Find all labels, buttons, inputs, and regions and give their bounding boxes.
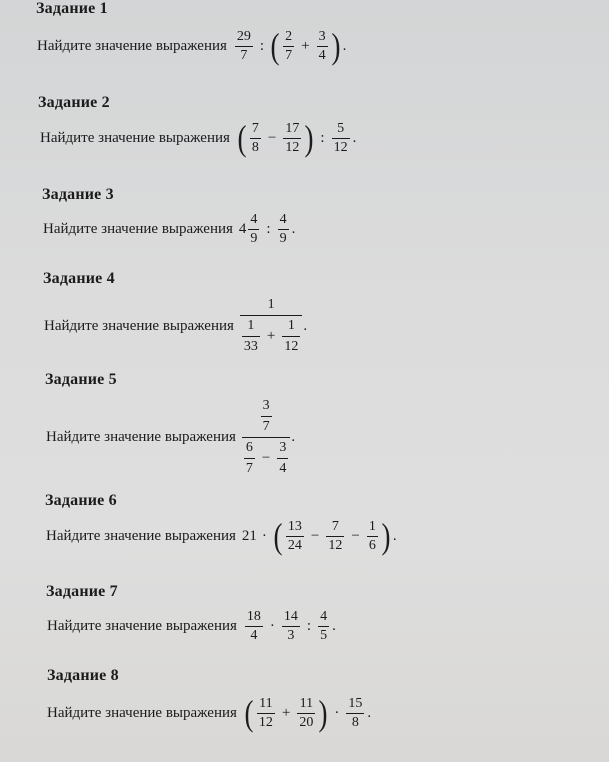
denominator: 3 [287,628,295,643]
end-dot: . [352,129,357,146]
fraction [261,398,272,435]
left-paren: ( [244,693,254,733]
numerator: 4 [279,212,287,227]
denominator: 33 [243,339,258,354]
left-paren: ( [237,118,247,158]
task-6-heading: Задание 6 [45,492,117,509]
right-paren: ) [304,118,314,158]
numerator: 1 [287,318,295,333]
task-1-expression-line [37,28,346,64]
task-8-expression-line [47,695,371,731]
numerator: 4 [320,609,328,624]
left-paren: ( [270,26,280,66]
denominator: 6 [368,537,376,553]
denominator: 8 [251,139,259,155]
end-dot: . [332,618,336,634]
denominator: 7 [240,47,248,63]
denominator: 12 [285,139,300,155]
denominator: 12 [333,139,348,155]
task-prompt: Найдите значение выражения [44,317,234,334]
denominator: 20 [299,714,314,730]
denominator: 8 [351,714,359,730]
task-1-heading: Задание 1 [36,0,108,17]
end-dot: . [367,704,372,721]
denominator: 4 [279,461,287,476]
fraction [248,212,259,247]
fraction [282,318,300,355]
fraction [250,121,261,156]
whole-part: 4 [238,221,247,237]
operator: · [334,704,340,721]
fraction [277,440,288,477]
task-3-heading: Задание 3 [42,186,114,203]
fraction [297,696,315,731]
operator: · [269,618,275,634]
end-dot: . [303,317,308,334]
fraction [245,609,263,644]
denominator: 9 [279,231,287,246]
fraction [235,29,253,64]
task-prompt: Найдите значение выражения [47,704,237,721]
operator: + [301,37,310,54]
operator: : [259,37,265,54]
operator: − [310,527,320,544]
task-2-expression-line [40,120,356,156]
numerator: 11 [299,695,314,711]
numerator: 1 [267,297,275,312]
numerator: 4 [250,212,258,227]
operator: + [281,704,291,721]
numerator: 18 [246,609,261,624]
task-prompt: Найдите значение выражения [43,221,233,237]
numerator: 14 [283,609,298,624]
task-prompt: Найдите значение выражения [46,527,236,544]
fraction [317,29,328,64]
operator: : [320,129,325,146]
task-prompt: Найдите значение выражения [46,429,236,445]
task-6-expression-line [46,518,397,554]
task-prompt: Найдите значение выражения [37,37,227,54]
end-dot: . [291,221,296,237]
denominator: 12 [328,537,343,553]
task-4-expression-line [44,297,307,355]
numerator: 2 [285,28,293,44]
fraction [367,519,378,554]
operator: + [266,328,276,344]
task-4-heading: Задание 4 [43,270,115,287]
fraction [326,519,344,554]
denominator: 7 [285,47,293,63]
numerator: 17 [285,120,300,136]
end-dot: . [342,37,347,54]
right-paren: ) [381,516,391,556]
numerator: 15 [348,695,363,711]
task-5-heading: Задание 5 [45,371,117,388]
right-paren: ) [331,26,341,66]
mixed-number [239,212,262,247]
denominator: 4 [250,628,258,643]
denominator: 7 [262,419,270,434]
denominator: 4 [318,47,326,63]
task-8-heading: Задание 8 [47,667,119,684]
operator: : [306,618,312,634]
fraction [244,440,255,477]
numerator: 11 [259,695,273,711]
numerator: 13 [287,518,302,534]
operator: − [261,450,271,466]
fraction [278,212,289,247]
fraction [257,696,275,731]
fraction [318,609,329,644]
task-7-expression-line [47,609,336,644]
numerator: 3 [262,398,270,413]
operator: − [267,129,277,146]
numerator: 6 [245,440,253,455]
fraction [282,609,300,644]
operator: − [351,527,360,544]
fraction [283,29,294,64]
left-paren: ( [273,516,283,556]
task-2-heading: Задание 2 [38,94,110,111]
denominator: 12 [258,714,273,730]
numerator: 7 [331,518,339,534]
denominator: 5 [320,628,328,643]
fraction [283,121,301,156]
numerator: 1 [368,518,376,534]
numerator: 7 [251,120,259,136]
fraction [286,519,304,554]
numerator: 3 [318,28,326,44]
end-dot: . [392,527,397,544]
complex-fraction [242,398,290,477]
denominator: 9 [250,231,258,246]
task-5-expression-line [46,398,295,477]
fraction [346,696,364,731]
task-prompt: Найдите значение выражения [40,129,230,146]
denominator: 24 [287,537,302,553]
denominator: 7 [245,461,253,476]
right-paren: ) [318,693,328,733]
fraction [242,318,260,355]
operator: : [266,221,271,237]
fraction [332,121,350,156]
denominator: 12 [284,339,299,354]
numerator: 29 [236,28,251,44]
end-dot: . [291,429,296,445]
task-3-expression-line [43,212,295,247]
numerator: 1 [247,318,255,333]
task-prompt: Найдите значение выражения [47,618,237,634]
numerator: 5 [337,120,345,136]
whole-number: 21 [241,527,257,544]
numerator: 3 [279,440,287,455]
task-7-heading: Задание 7 [46,583,118,600]
operator: · [261,527,267,544]
complex-fraction [240,297,302,355]
